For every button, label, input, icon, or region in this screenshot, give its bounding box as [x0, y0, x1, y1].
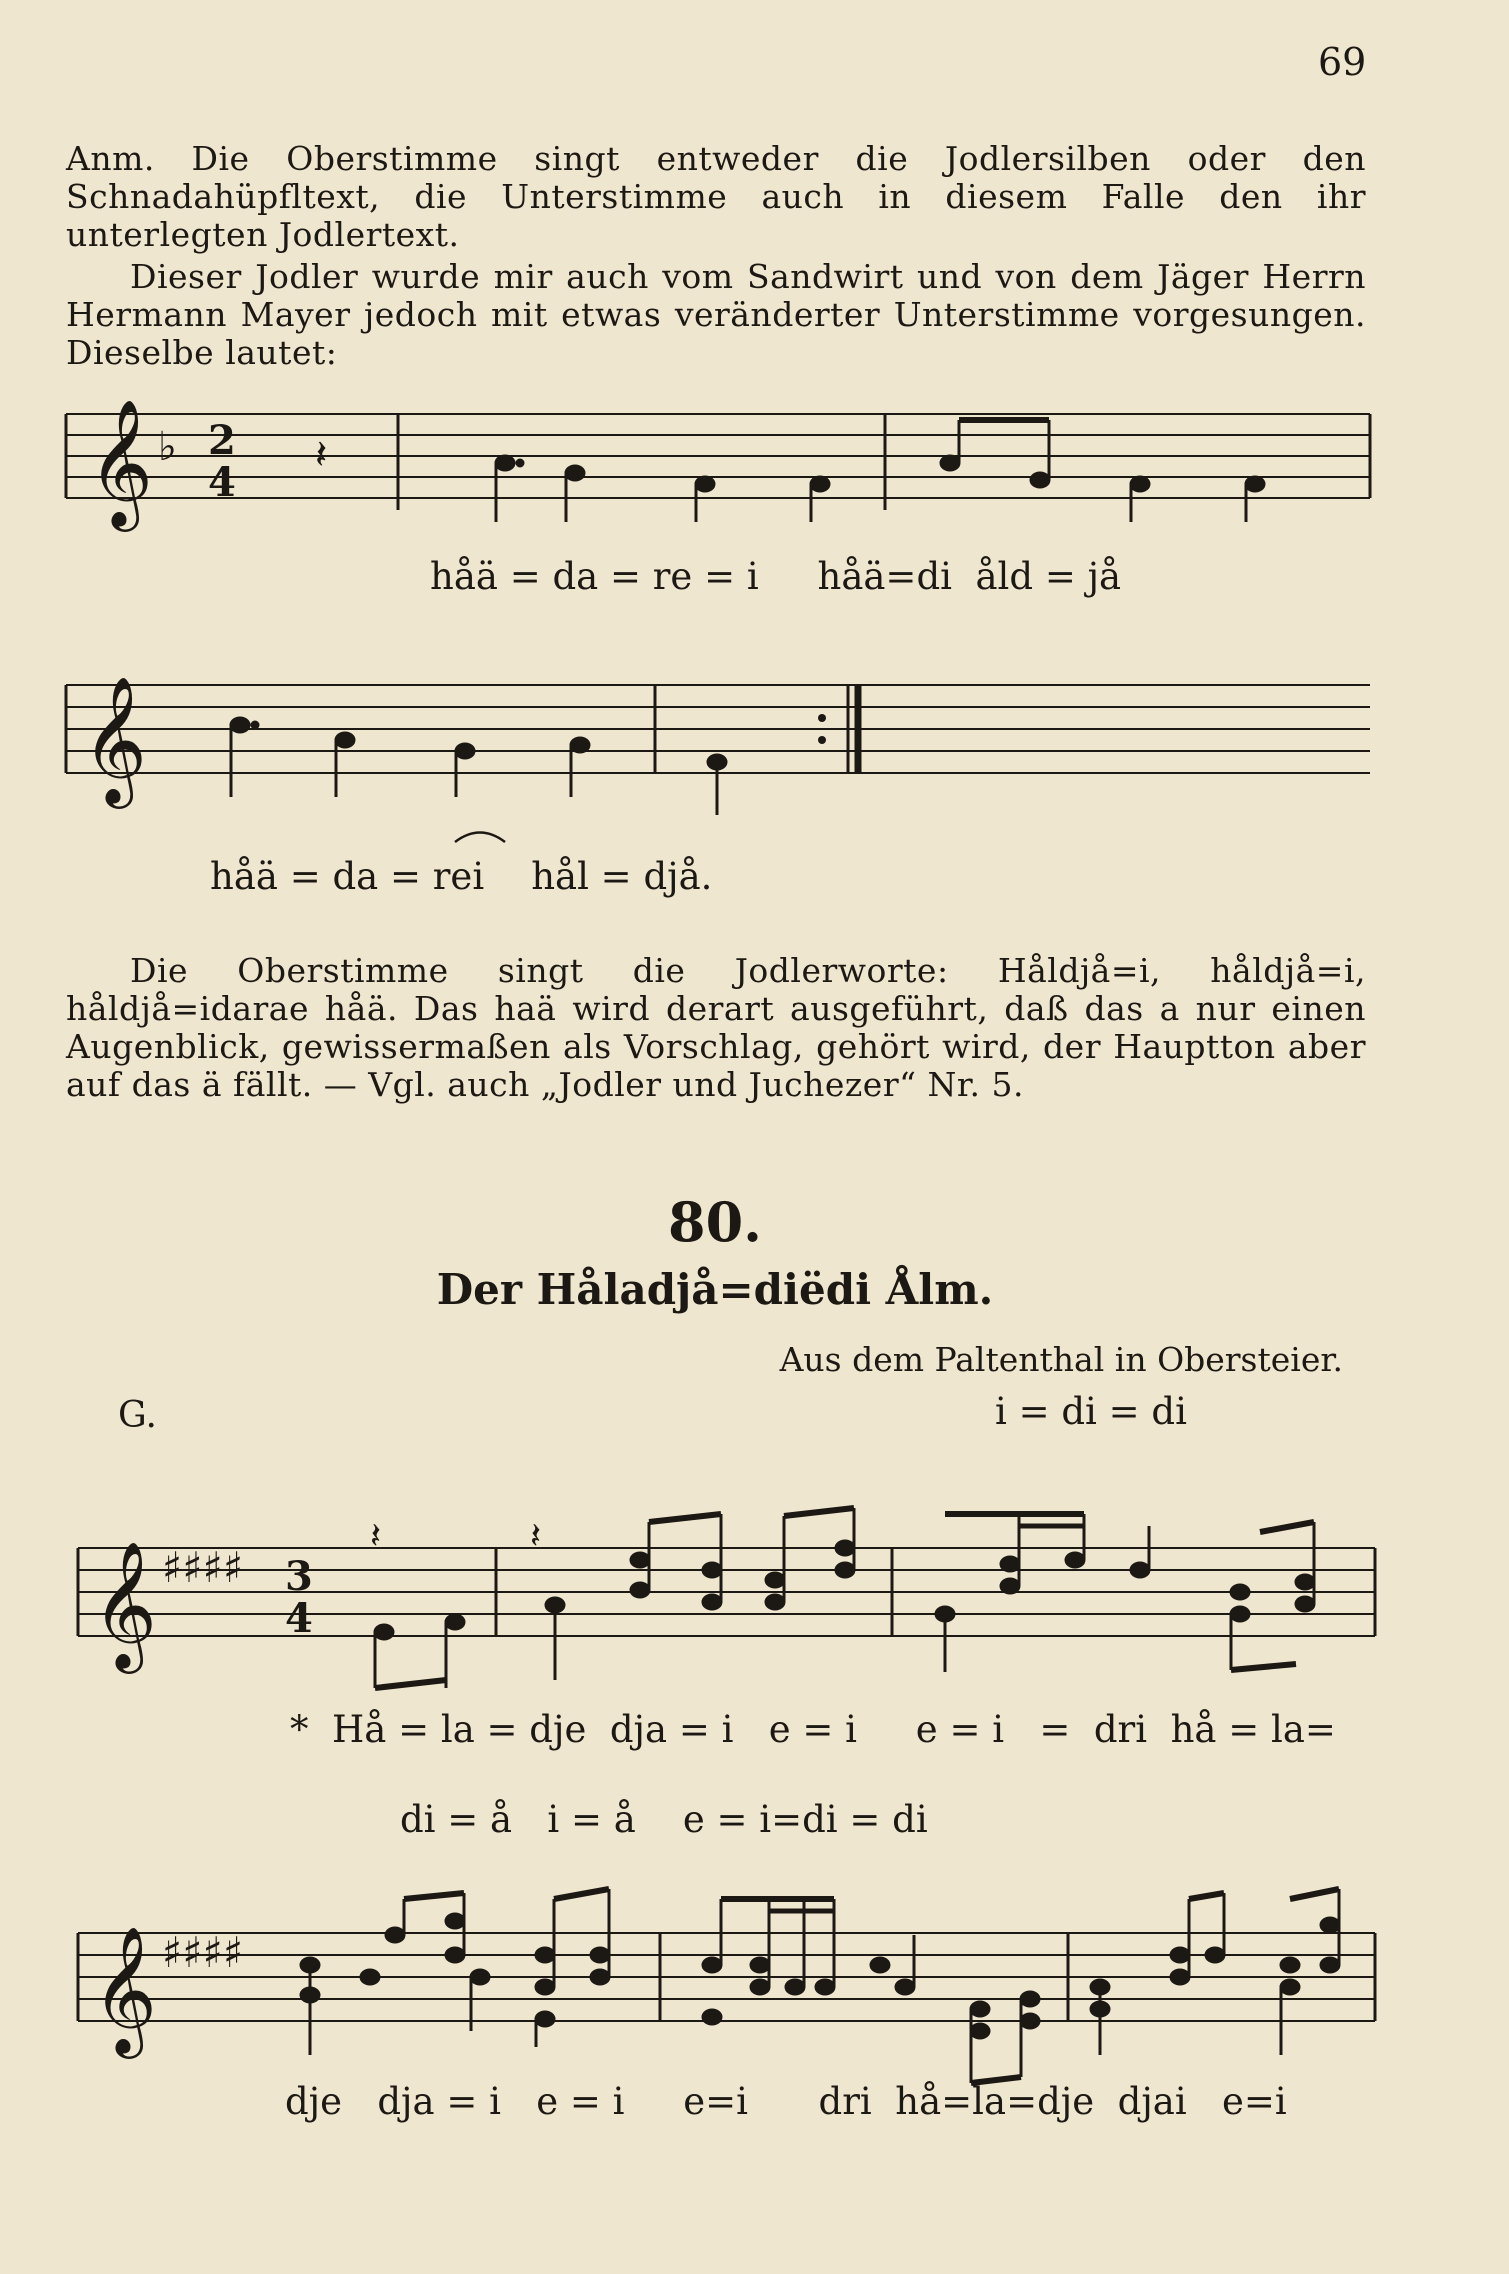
- staff2-notes: [231, 718, 726, 815]
- staff3-notes: [375, 1508, 1314, 1688]
- note-paragraph: Anm. Die Oberstimme singt entweder die Jodlersilben oder den Schnadahüpfltext, die Unterstimme auch in diesem Falle den ihr unterlegten Jodlertext.: [66, 139, 1366, 254]
- time-signature-top: 2: [208, 417, 236, 464]
- staff4-lower-lyrics: dje dja = i e = i e=i dri hå=la=dje djai e=i: [285, 2080, 1287, 2123]
- time-signature-bottom: 4: [208, 459, 236, 506]
- treble-clef-icon: 𝄞: [88, 398, 154, 526]
- time-signature-top: 3: [285, 1553, 313, 1600]
- staff4-notes: [301, 1889, 1339, 2083]
- music-staff-4: [0, 1905, 1509, 2105]
- music-staff-2: [0, 665, 1509, 825]
- sharps-icon: ♯♯♯♯: [162, 1928, 244, 1977]
- flat-icon: ♭: [158, 424, 177, 470]
- music-staff-1: [0, 400, 1509, 540]
- staff4-upper-lyrics: di = å i = å e = i=di = di: [400, 1798, 928, 1841]
- explanation-paragraph: Die Oberstimme singt die Jodlerworte: Håldjå=i, håldjå=i, håldjå=idarae håä. Das haä wird derart ausgeführt, daß das a nur einen Augenblick, gewissermaßen als Vorschlag, gehört wird, der Hauptton aber auf das ä fällt. — Vgl. auch „Jodler und Juchezer“ Nr. 5.: [66, 951, 1366, 1104]
- svg-text:𝄽: 𝄽: [370, 1516, 382, 1557]
- intro-paragraph: Dieser Jodler wurde mir auch vom Sandwirt und von dem Jäger Herrn Hermann Mayer jedoch mit etwas veränderter Unterstimme vorgesungen. Dieselbe lautet:: [66, 257, 1366, 372]
- staff1-lyrics: håä = da = re = i håä=di åld = jå: [430, 555, 1122, 598]
- time-signature-bottom: 4: [285, 1595, 313, 1642]
- sharps-icon: ♯♯♯♯: [162, 1543, 244, 1592]
- staff2-lyrics: håä = da = rei hål = djå.: [210, 855, 713, 898]
- rest-icon: 𝄽: [315, 432, 328, 478]
- key-label: G.: [118, 1395, 157, 1436]
- song-origin: Aus dem Paltenthal in Obersteier.: [779, 1340, 1343, 1379]
- music-staff-3: [0, 1516, 1509, 1720]
- treble-clef-icon: 𝄞: [92, 1925, 158, 2053]
- song-number: 80.: [668, 1190, 762, 1254]
- page-number: 69: [1318, 40, 1367, 84]
- staff3-lower-lyrics: * Hå = la = dje dja = i e = i e = i = dri hå = la=: [290, 1708, 1336, 1751]
- svg-text:𝄽: 𝄽: [530, 1516, 542, 1557]
- treble-clef-icon: 𝄞: [92, 1540, 158, 1668]
- treble-clef-icon: 𝄞: [82, 675, 148, 803]
- song-title: Der Håladjå=diëdi Ålm.: [436, 1265, 994, 1314]
- staff3-upper-lyrics: i = di = di: [995, 1390, 1187, 1433]
